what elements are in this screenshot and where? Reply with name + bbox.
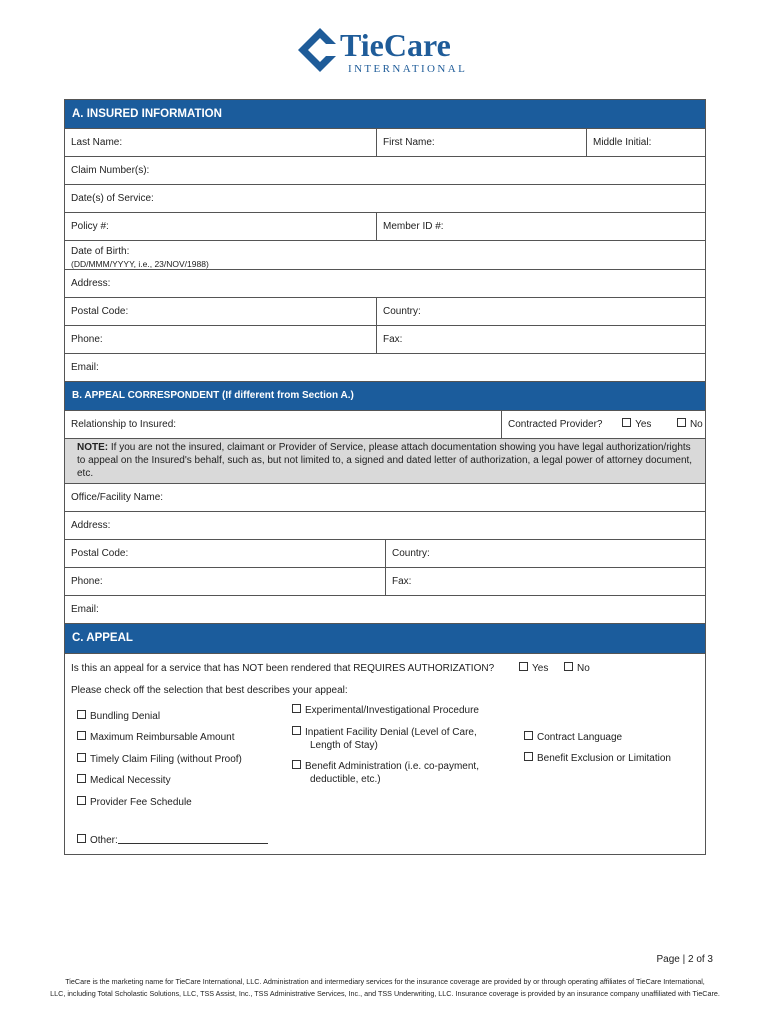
- postal-row: [65, 298, 705, 326]
- phone-row: [65, 326, 705, 354]
- email-field[interactable]: Email:: [71, 362, 99, 373]
- option-medical-necessity[interactable]: [77, 774, 171, 787]
- note-label: NOTE:: [77, 442, 109, 453]
- authorization-note: [65, 439, 705, 484]
- tiecare-logo-icon: [296, 26, 344, 76]
- last-name-field[interactable]: Last Name:: [71, 137, 123, 148]
- address-field[interactable]: Address:: [71, 278, 111, 289]
- option-other[interactable]: [77, 834, 268, 847]
- country-field[interactable]: Country:: [383, 306, 421, 317]
- auth-yes-option[interactable]: [519, 662, 548, 675]
- checkbox[interactable]: [524, 752, 533, 761]
- policy-row: [65, 213, 705, 241]
- service-date-field[interactable]: Date(s) of Service:: [71, 193, 154, 204]
- checkbox[interactable]: [292, 760, 301, 769]
- contracted-no-label: No: [689, 419, 703, 430]
- auth-no-checkbox[interactable]: [564, 662, 573, 671]
- option-experimental[interactable]: [292, 704, 479, 717]
- option-provider-fee[interactable]: [77, 796, 192, 809]
- option-label: Other:: [90, 835, 118, 846]
- first-name-field[interactable]: First Name:: [383, 137, 435, 148]
- relationship-field[interactable]: Relationship to Insured:: [71, 419, 177, 430]
- option-label: Contract Language: [537, 732, 623, 743]
- office-row: [65, 484, 705, 512]
- option-label: Timely Claim Filing (without Proof): [90, 754, 242, 765]
- tiecare-logo: [296, 26, 476, 78]
- postal-code-field[interactable]: Postal Code:: [71, 306, 129, 317]
- fax-field[interactable]: Fax:: [383, 334, 403, 345]
- footer-line-1: TieCare is the marketing name for TieCare International, LLC. Administration and intermediary services for the insurance coverage are provided by or through operating affiliates of TieCare International,: [65, 977, 705, 986]
- b-country-field[interactable]: Country:: [392, 548, 430, 559]
- service-date-row: [65, 185, 705, 213]
- option-benefit-admin[interactable]: [292, 760, 479, 786]
- dob-format-hint: (DD/MMM/YYYY, i.e., 23/NOV/1988): [71, 259, 209, 269]
- b-email-field[interactable]: Email:: [71, 604, 99, 615]
- section-c-header: C. APPEAL: [65, 624, 705, 654]
- section-b-header: B. APPEAL CORRESPONDENT (If different from Section A.): [65, 382, 705, 411]
- appeal-instruction: Please check off the selection that best describes your appeal:: [71, 685, 348, 696]
- member-id-field[interactable]: Member ID #:: [383, 221, 444, 232]
- option-inpatient-facility[interactable]: [292, 726, 477, 752]
- checkbox[interactable]: [524, 731, 533, 740]
- dob-label: Date of Birth:: [71, 246, 130, 257]
- appeal-form: [64, 99, 706, 855]
- option-label: Medical Necessity: [90, 775, 171, 786]
- checkbox[interactable]: [77, 774, 86, 783]
- email-row: [65, 354, 705, 382]
- page-number: Page | 2 of 3: [656, 954, 713, 965]
- other-input-line[interactable]: [118, 834, 268, 844]
- option-label: Inpatient Facility Denial (Level of Care,: [305, 727, 477, 738]
- policy-field[interactable]: Policy #:: [71, 221, 109, 232]
- b-postal-row: [65, 540, 705, 568]
- option-label: Provider Fee Schedule: [90, 797, 192, 808]
- b-postal-code-field[interactable]: Postal Code:: [71, 548, 129, 559]
- checkbox[interactable]: [77, 753, 86, 762]
- option-label: Experimental/Investigational Procedure: [305, 705, 479, 716]
- checkbox[interactable]: [292, 704, 301, 713]
- authorization-question: Is this an appeal for a service that has NOT been rendered that REQUIRES AUTHORIZATION?: [71, 663, 495, 674]
- contracted-no-checkbox[interactable]: [677, 418, 686, 427]
- logo-brand: TieCare: [340, 27, 451, 63]
- option-benefit-exclusion[interactable]: [524, 752, 671, 765]
- middle-initial-field[interactable]: Middle Initial:: [593, 137, 652, 148]
- b-email-row: [65, 596, 705, 624]
- footer-disclaimer: [0, 976, 770, 1000]
- auth-yes-checkbox[interactable]: [519, 662, 528, 671]
- b-phone-row: [65, 568, 705, 596]
- b-fax-field[interactable]: Fax:: [392, 576, 412, 587]
- relationship-row: [65, 411, 705, 439]
- option-label-cont: Length of Stay): [310, 740, 378, 751]
- auth-no-label: No: [577, 663, 590, 674]
- checkbox[interactable]: [77, 710, 86, 719]
- option-contract-language[interactable]: [524, 731, 622, 744]
- auth-yes-label: Yes: [532, 663, 549, 674]
- appeal-section: [65, 654, 705, 855]
- claim-row: [65, 157, 705, 185]
- dob-row[interactable]: [65, 241, 705, 270]
- option-timely-filing[interactable]: [77, 753, 242, 766]
- option-label: Benefit Administration (i.e. co-payment,: [305, 761, 479, 772]
- contracted-yes-checkbox[interactable]: [622, 418, 631, 427]
- phone-field[interactable]: Phone:: [71, 334, 103, 345]
- contracted-yes-label: Yes: [635, 419, 652, 430]
- option-bundling-denial[interactable]: [77, 710, 160, 723]
- auth-no-option[interactable]: [564, 662, 590, 675]
- option-label: Benefit Exclusion or Limitation: [537, 753, 671, 764]
- b-phone-field[interactable]: Phone:: [71, 576, 103, 587]
- option-max-reimbursable[interactable]: [77, 731, 235, 744]
- note-text: If you are not the insured, claimant or Provider of Service, please attach documentation showing you have legal authorization/rights to appeal on the Insured's behalf, such as, but not limited to, a signed and dated letter of authorization, a legal power of attorney document, etc.: [77, 442, 693, 479]
- checkbox[interactable]: [292, 726, 301, 735]
- contracted-provider-group: [502, 411, 705, 438]
- checkbox[interactable]: [77, 731, 86, 740]
- footer-line-2: LLC, including Total Scholastic Solutions, LLC, TSS Assist, Inc., TSS Administrative Services, Inc., and TSS Underwriting, LLC. Insurance coverage is provided by an insurance company unaffiliated with TieCare.: [50, 989, 720, 998]
- option-label-cont: deductible, etc.): [310, 774, 381, 785]
- b-address-field[interactable]: Address:: [71, 520, 111, 531]
- option-label: Maximum Reimbursable Amount: [90, 732, 235, 743]
- section-a-header: A. INSURED INFORMATION: [65, 100, 705, 129]
- b-address-row: [65, 512, 705, 540]
- checkbox[interactable]: [77, 796, 86, 805]
- claim-number-field[interactable]: Claim Number(s):: [71, 165, 150, 176]
- contracted-provider-label: Contracted Provider?: [508, 419, 603, 430]
- name-row: [65, 129, 705, 157]
- logo-subtitle: INTERNATIONAL: [348, 63, 468, 75]
- address-row: [65, 270, 705, 298]
- option-label: Bundling Denial: [90, 711, 161, 722]
- checkbox[interactable]: [77, 834, 86, 843]
- office-facility-field[interactable]: Office/Facility Name:: [71, 492, 164, 503]
